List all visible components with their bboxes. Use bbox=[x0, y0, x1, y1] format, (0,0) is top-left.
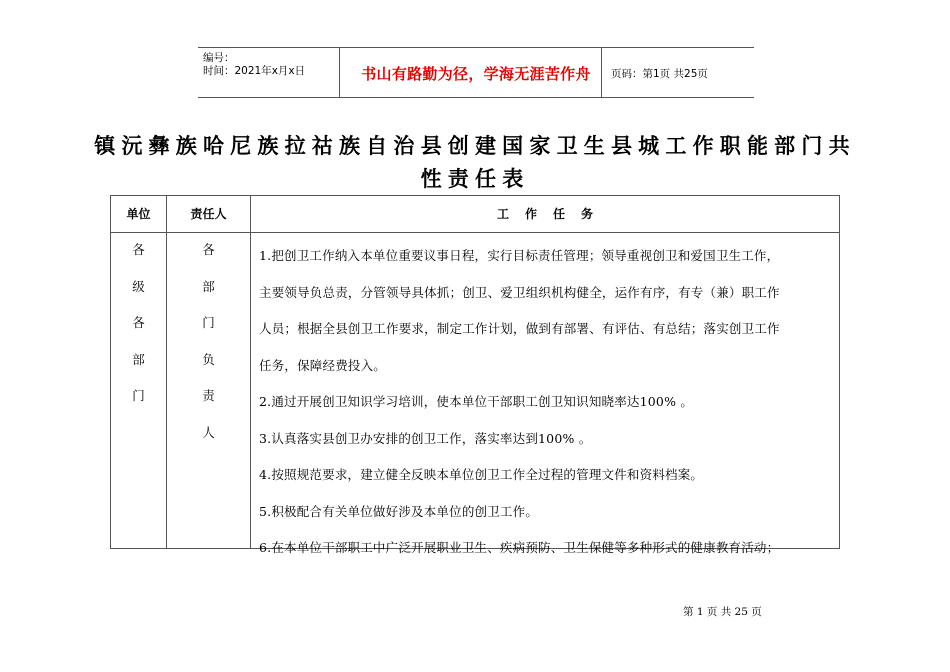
document-header bbox=[198, 47, 754, 98]
person-char: 人 bbox=[202, 424, 215, 440]
unit-char: 各 bbox=[132, 242, 145, 257]
task-line: 1.把创卫工作纳入本单位重要议事日程，实行目标责任管理；领导重视创卫和爱国卫生工作， bbox=[259, 248, 780, 263]
document-title-line1: 镇沅彝族哈尼族拉祜族自治县创建国家卫生县城工作职能部门共 bbox=[94, 134, 856, 158]
header-meta bbox=[198, 48, 339, 97]
header-motto: 书山有路勤为径，学海无涯苦作舟 bbox=[361, 65, 591, 83]
unit-cell bbox=[111, 232, 166, 415]
header-page-code: 页码：第1页 共25页 bbox=[611, 68, 708, 80]
table-column-divider bbox=[250, 196, 251, 548]
unit-char: 级 bbox=[132, 278, 145, 294]
task-line: 任务，保障经费投入。 bbox=[259, 357, 387, 373]
header-divider bbox=[339, 48, 340, 97]
person-char: 门 bbox=[202, 315, 215, 330]
task-line: 4.按照规范要求，建立健全反映本单位创卫工作全过程的管理文件和资料档案。 bbox=[259, 467, 704, 482]
person-char: 部 bbox=[202, 278, 215, 294]
unit-char: 部 bbox=[132, 351, 145, 367]
task-line: 人员；根据全县创卫工作要求，制定工作计划，做到有部署、有评估、有总结；落实创卫工作 bbox=[259, 321, 780, 336]
task-line: 2.通过开展创卫知识学习培训，使本单位干部职工创卫知识知晓率达100% 。 bbox=[259, 394, 694, 409]
task-line: 3.认真落实县创卫办安排的创卫工作，落实率达到100% 。 bbox=[259, 430, 592, 446]
task-line: 主要领导负总责，分管领导具体抓；创卫、爱卫组织机构健全，运作有序，有专（兼）职工作 bbox=[259, 284, 780, 300]
task-line: 6.在本单位干部职工中广泛开展职业卫生、疾病预防、卫生保健等多种形式的健康教育活动； bbox=[259, 540, 780, 555]
person-char: 负 bbox=[202, 351, 215, 367]
date-label: 时间：2021年x月x日 bbox=[203, 65, 306, 77]
responsibility-table bbox=[110, 195, 840, 555]
task-line: 5.积极配合有关单位做好涉及本单位的创卫工作。 bbox=[259, 503, 539, 519]
column-header-unit: 单位 bbox=[126, 207, 151, 221]
page-footer: 第 1 页 共 25 页 bbox=[683, 606, 762, 618]
person-cell bbox=[167, 232, 250, 451]
document-title-line2: 性责任表 bbox=[420, 167, 530, 191]
column-header-person: 责任人 bbox=[190, 207, 227, 221]
person-char: 责 bbox=[202, 388, 215, 403]
serial-number-label: 编号： bbox=[203, 52, 235, 64]
column-header-tasks: 工 作 任 务 bbox=[496, 207, 595, 221]
tasks-cell bbox=[259, 238, 837, 567]
unit-char: 各 bbox=[132, 315, 145, 330]
header-divider bbox=[601, 48, 602, 97]
unit-char: 门 bbox=[132, 388, 145, 403]
person-char: 各 bbox=[202, 242, 215, 257]
